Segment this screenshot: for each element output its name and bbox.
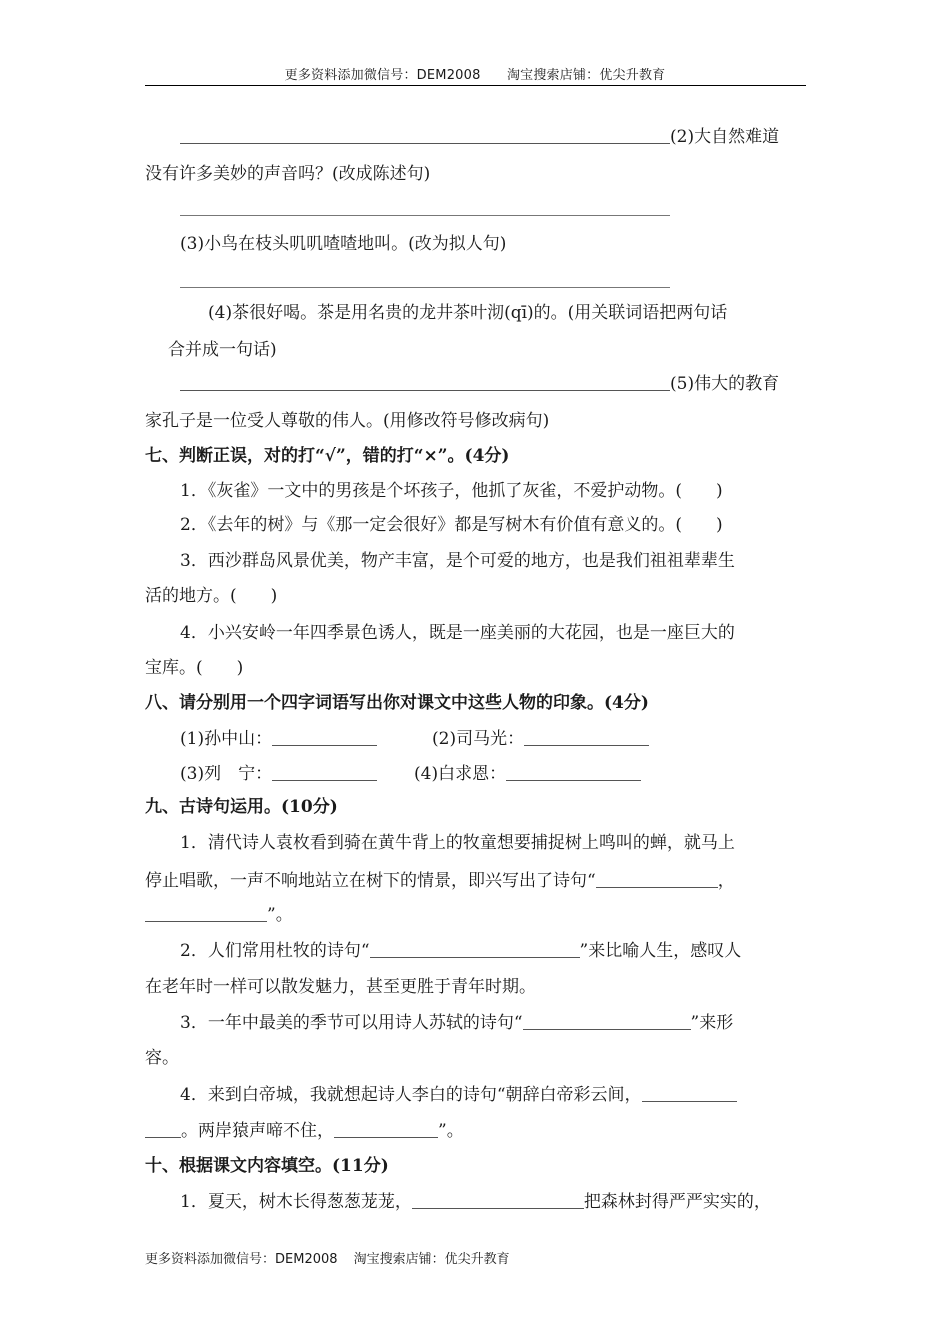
s7-q4-line1: 4．小兴安岭一年四季景色诱人，既是一座美丽的大花园，也是一座巨大的 xyxy=(180,623,735,643)
answer-blank[interactable] xyxy=(596,871,718,888)
s9-q3-text-b: ”来形 xyxy=(690,1013,734,1033)
s8-p2-label: (2)司马光： xyxy=(432,729,525,749)
answer-blank[interactable] xyxy=(180,374,670,391)
footer-shop: 淘宝搜索店铺：优尖升教育 xyxy=(353,1252,510,1267)
page-header xyxy=(145,64,805,83)
answer-blank[interactable] xyxy=(145,1121,181,1138)
s6-q5-text: 家孔子是一位受人尊敬的伟人。(用修改符号修改病句) xyxy=(145,411,550,431)
s9-q2-text-a: 2．人们常用杜牧的诗句“ xyxy=(180,941,370,961)
s8-row2b xyxy=(414,763,641,785)
s10-q1-text-b: 把森林封得严严实实的， xyxy=(583,1192,771,1212)
page-footer xyxy=(145,1248,510,1267)
s8-p1-label: (1)孙中山： xyxy=(180,729,273,749)
footer-wechat: 更多资料添加微信号：DEM2008 xyxy=(145,1252,338,1267)
s6-q4-answer-row xyxy=(180,373,779,395)
answer-blank[interactable] xyxy=(272,729,377,746)
answer-blank[interactable] xyxy=(334,1121,438,1138)
s9-q1-line2 xyxy=(145,870,735,892)
answer-blank[interactable] xyxy=(412,1192,584,1209)
s9-q1-line3 xyxy=(145,904,293,926)
answer-blank[interactable] xyxy=(272,764,377,781)
answer-blank[interactable] xyxy=(370,941,580,958)
s6-q2-label: (2)大自然难道 xyxy=(670,127,780,147)
close-quote: ”。 xyxy=(267,905,293,925)
s9-q3-text-a: 3．一年中最美的季节可以用诗人苏轼的诗句“ xyxy=(180,1013,523,1033)
s7-q1: 1．《灰雀》一文中的男孩是个坏孩子，他抓了灰雀，不爱护动物。( ) xyxy=(180,481,723,501)
s6-q5-label: (5)伟大的教育 xyxy=(670,374,780,394)
s9-q3-line1 xyxy=(180,1012,733,1034)
s8-p3-label: (3)列 宁： xyxy=(180,764,273,784)
s6-q4-line2: 合并成一句话) xyxy=(168,340,277,360)
s9-q2-line2: 在老年时一样可以散发魅力，甚至更胜于青年时期。 xyxy=(145,977,536,997)
s10-q1-text-a: 1．夏天，树木长得葱葱茏茏， xyxy=(180,1192,412,1212)
answer-blank[interactable] xyxy=(524,729,649,746)
answer-blank[interactable] xyxy=(180,287,670,288)
s9-q3-line2: 容。 xyxy=(145,1048,179,1068)
s9-q4-text-b: 。两岸猿声啼不住， xyxy=(181,1121,334,1141)
s6-q4-line1: (4)茶很好喝。茶是用名贵的龙井茶叶沏(qī)的。(用关联词语把两句话 xyxy=(208,303,728,323)
s8-row1b xyxy=(432,728,649,750)
s6-q2-text: 没有许多美妙的声音吗？(改成陈述句) xyxy=(145,164,431,184)
answer-blank[interactable] xyxy=(180,215,670,216)
answer-blank[interactable] xyxy=(145,905,267,922)
s7-q2: 2．《去年的树》与《那一定会很好》都是写树木有价值有意义的。( ) xyxy=(180,515,723,535)
answer-blank[interactable] xyxy=(523,1013,691,1030)
answer-blank[interactable] xyxy=(506,764,641,781)
s8-row2 xyxy=(180,763,377,785)
s7-q4-line2: 宝库。( ) xyxy=(145,658,244,678)
s6-q1-answer-row xyxy=(180,126,779,148)
header-wechat: 更多资料添加微信号：DEM2008 xyxy=(284,68,481,83)
s9-title: 九、古诗句运用。(10分) xyxy=(145,797,338,817)
header-divider xyxy=(145,85,806,86)
s9-q2-text-b: ”来比喻人生，感叹人 xyxy=(579,941,742,961)
s10-q1-line1 xyxy=(180,1191,771,1213)
s7-q3-line1: 3．西沙群岛风景优美，物产丰富，是个可爱的地方，也是我们祖祖辈辈生 xyxy=(180,551,735,571)
s7-title: 七、判断正误，对的打“√”，错的打“×”。(4分) xyxy=(145,446,510,466)
s8-row1 xyxy=(180,728,377,750)
s8-title: 八、请分别用一个四字词语写出你对课文中这些人物的印象。(4分) xyxy=(145,693,649,713)
s10-title: 十、根据课文内容填空。(11分) xyxy=(145,1156,389,1176)
s9-q4-line1 xyxy=(180,1084,737,1106)
comma: ， xyxy=(717,871,735,891)
s9-q1-line2-text: 停止唱歌，一声不响地站立在树下的情景，即兴写出了诗句“ xyxy=(145,871,596,891)
answer-blank[interactable] xyxy=(642,1085,737,1102)
s9-q4-line2 xyxy=(145,1120,464,1142)
s9-q1-line1: 1．清代诗人袁枚看到骑在黄牛背上的牧童想要捕捉树上鸣叫的蝉，就马上 xyxy=(180,833,735,853)
s9-q4-text-a: 4．来到白帝城，我就想起诗人李白的诗句“朝辞白帝彩云间， xyxy=(180,1085,642,1105)
s7-q3-line2: 活的地方。( ) xyxy=(145,586,278,606)
s9-q2-line1 xyxy=(180,940,741,962)
s6-q3-text: (3)小鸟在枝头叽叽喳喳地叫。(改为拟人句) xyxy=(180,234,507,254)
answer-blank[interactable] xyxy=(180,127,670,144)
s9-q4-text-c: ”。 xyxy=(438,1121,464,1141)
header-shop: 淘宝搜索店铺：优尖升教育 xyxy=(506,68,666,83)
s8-p4-label: (4)白求恩： xyxy=(414,764,507,784)
